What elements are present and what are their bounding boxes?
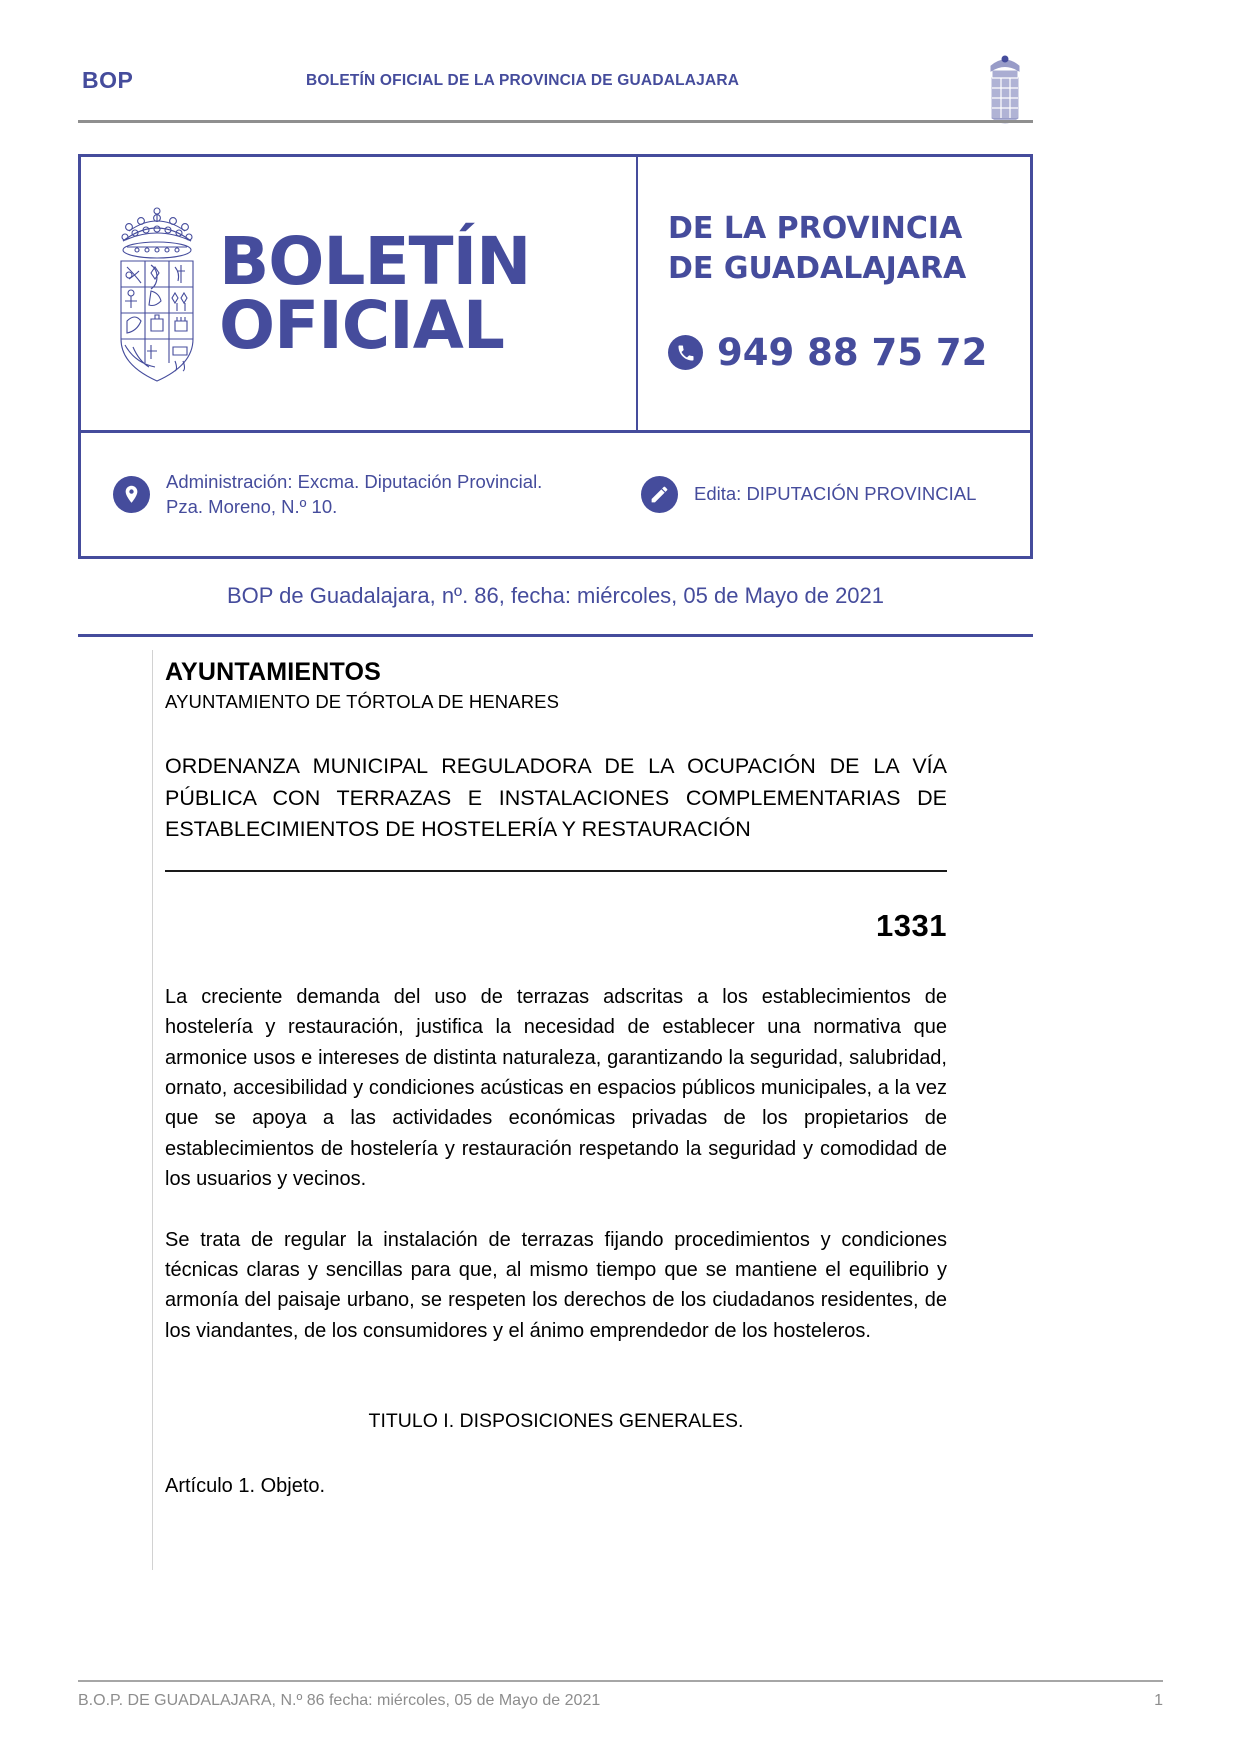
footer-reference: B.O.P. DE GUADALAJARA, N.º 86 fecha: miércoles, 05 de Mayo de 2021 xyxy=(78,1692,601,1709)
masthead-word-boletin: BOLETÍN xyxy=(219,223,531,301)
footer-page-number: 1 xyxy=(1154,1692,1163,1709)
phone-icon xyxy=(668,335,703,370)
masthead-top xyxy=(81,157,1030,430)
location-pin-icon xyxy=(113,476,150,513)
masthead-info-bar xyxy=(81,430,1030,556)
ordinance-title: ORDENANZA MUNICIPAL REGULADORA DE LA OCUPACIÓN DE LA VÍA PÚBLICA CON TERRAZAS E INSTALACIONES COMPLEMENTARIAS DE ESTABLECIMIENTOS DE HOSTELERÍA Y RESTAURACIÓN xyxy=(165,754,947,842)
masthead-editor xyxy=(641,476,976,513)
masthead-wordmark xyxy=(219,223,531,364)
document-content xyxy=(165,658,947,1498)
administration-line-1: Administración: Excma. Diputación Provincial. xyxy=(166,470,543,492)
masthead-province-block xyxy=(638,157,1030,430)
masthead-box xyxy=(78,154,1033,559)
administration-line-2: Pza. Moreno, N.º 10. xyxy=(166,495,338,517)
guadalajara-coat-of-arms-icon xyxy=(111,201,203,386)
masthead-brand xyxy=(81,157,638,430)
editor-text: Edita: DIPUTACIÓN PROVINCIAL xyxy=(694,483,977,505)
issue-date-line: BOP de Guadalajara, nº. 86, fecha: miércoles, 05 de Mayo de 2021 xyxy=(226,583,885,608)
articulo-1-heading: Artículo 1. Objeto. xyxy=(165,1475,326,1498)
page-title: AYUNTAMIENTOS xyxy=(165,658,382,686)
header-bop-abbrev: BOP xyxy=(82,67,134,93)
masthead-province xyxy=(668,209,966,288)
body-paragraph-1: La creciente demanda del uso de terrazas adscritas a los establecimientos de hostelería y restauración, justifica la necesidad de establecer una normativa que armonice usos e intereses de distinta naturaleza, garantizando la seguridad, salubridad, ornato, accesibilidad y condiciones acústicas en espacios públicos municipales, a la vez que se apoya a las actividades económicas privadas de los propietarios de establecimientos de hostelería y restauración respetando la seguridad y comodidad de los usuarios y vecinos. xyxy=(165,985,947,1191)
section-subheading: AYUNTAMIENTO DE TÓRTOLA DE HENARES xyxy=(165,691,560,712)
titulo-1-heading: TITULO I. DISPOSICIONES GENERALES. xyxy=(368,1410,744,1433)
masthead-phone-number: 949 88 75 72 xyxy=(717,331,988,374)
footer-divider xyxy=(78,1680,1163,1682)
province-line-2: DE GUADALAJARA xyxy=(668,250,967,286)
page-header xyxy=(78,55,1033,125)
title-divider xyxy=(165,870,947,872)
masthead-phone-row xyxy=(668,331,987,374)
header-publication-title: BOLETÍN OFICIAL DE LA PROVINCIA DE GUADALAJARA xyxy=(306,72,740,89)
page-footer xyxy=(78,1692,1163,1710)
body-paragraph-2: Se trata de regular la instalación de terrazas fijando procedimientos y condiciones técnicas claras y sencillas para que, al mismo tiempo que se mantiene el equilibrio y armonía del paisaje urbano, se respeten los derechos de los ciudadanos residentes, de los viandantes, de los consumidores y el ánimo emprendedor de los hosteleros. xyxy=(165,1228,947,1342)
coat-of-arms-icon xyxy=(977,50,1033,126)
header-divider xyxy=(78,120,1033,123)
content-margin-rule xyxy=(152,650,153,1570)
pencil-icon xyxy=(641,476,678,513)
masthead-word-oficial: OFICIAL xyxy=(219,286,504,364)
document-number: 1331 xyxy=(876,907,947,943)
issue-divider xyxy=(78,634,1033,637)
province-line-1: DE LA PROVINCIA xyxy=(668,211,963,246)
masthead-administration xyxy=(113,470,633,520)
administration-text xyxy=(166,470,542,520)
